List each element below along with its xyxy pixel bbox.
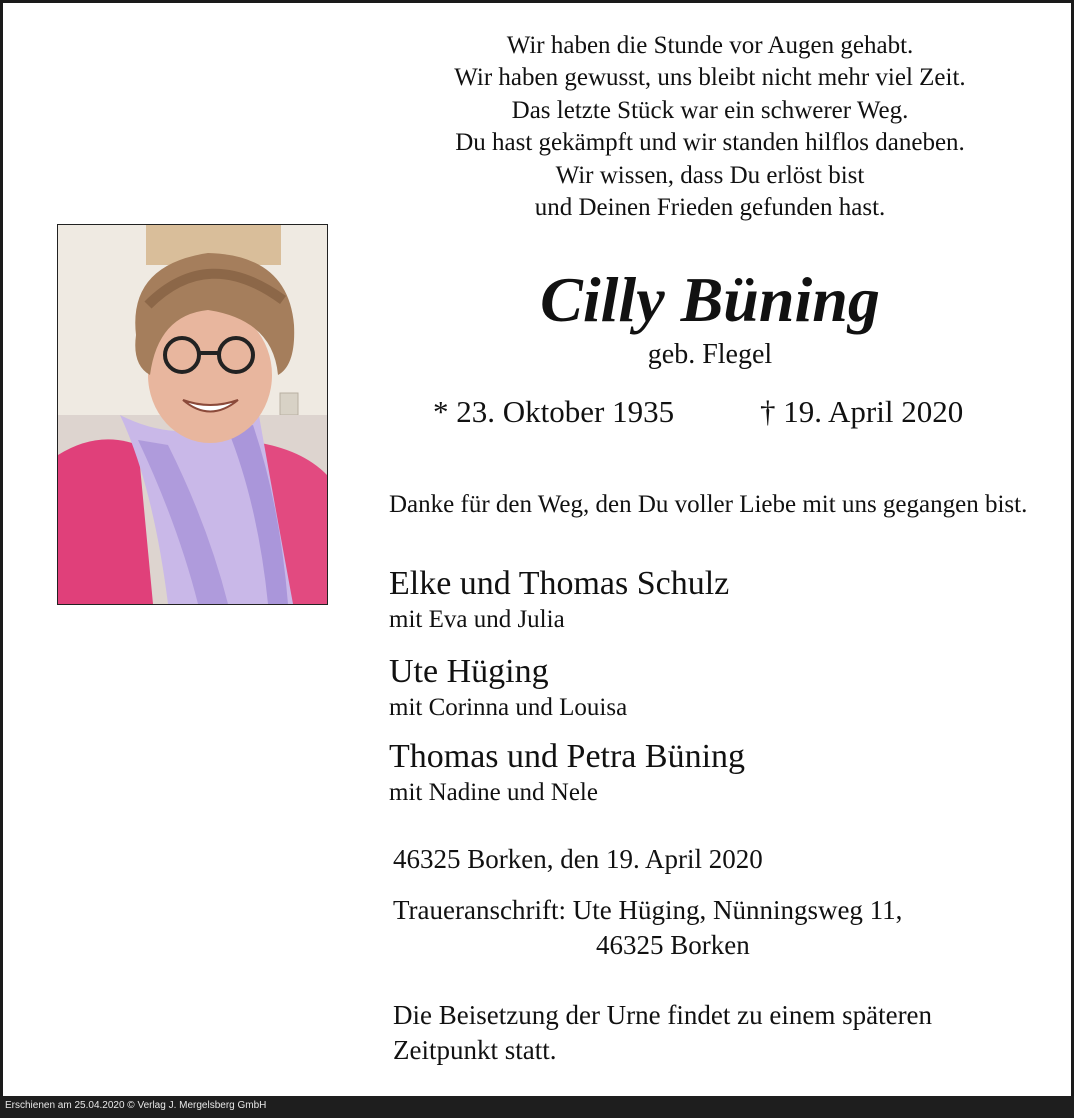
poem-line: Wir wissen, dass Du erlöst bist xyxy=(555,161,865,189)
family-members: mit Eva und Julia xyxy=(389,606,565,633)
poem-line: Das letzte Stück war ein schwerer Weg. xyxy=(511,96,909,124)
family-name: Elke und Thomas Schulz xyxy=(389,565,730,602)
family-name: Ute Hüging xyxy=(389,653,549,690)
poem-line: Wir haben gewusst, uns bleibt nicht mehr viel Zeit. xyxy=(454,64,966,92)
deceased-name: Cilly Büning xyxy=(540,264,880,335)
birth-date: * 23. Oktober 1935 xyxy=(433,394,675,429)
family-entry xyxy=(389,737,1039,809)
burial-note: Die Beisetzung der Urne findet zu einem späteren Zeitpunkt statt. xyxy=(393,1000,933,1065)
birth-name: geb. Flegel xyxy=(647,339,773,370)
place-date: 46325 Borken, den 19. April 2020 xyxy=(393,844,763,874)
publication-credit: Erschienen am 25.04.2020 © Verlag J. Mergelsberg GmbH xyxy=(5,1100,267,1111)
family-entry xyxy=(389,564,1039,636)
family-entry xyxy=(389,652,1039,724)
poem-line: Wir haben die Stunde vor Augen gehabt. xyxy=(506,32,914,59)
mourning-address: Traueranschrift: Ute Hüging, Nünningsweg 11, xyxy=(393,895,903,925)
thanks-text: Danke für den Weg, den Du voller Liebe mit uns gegangen bist. xyxy=(389,491,1028,518)
poem-line: und Deinen Frieden gefunden hast. xyxy=(534,194,886,222)
portrait-photo xyxy=(57,224,328,605)
family-members: mit Corinna und Louisa xyxy=(389,694,628,721)
mourning-address-city: 46325 Borken xyxy=(596,930,750,960)
poem-line: Du hast gekämpft und wir standen hilflos daneben. xyxy=(455,129,965,157)
footer-bar xyxy=(0,1096,1074,1118)
family-members: mit Nadine und Nele xyxy=(389,779,598,806)
death-date: † 19. April 2020 xyxy=(760,394,964,429)
family-name: Thomas und Petra Büning xyxy=(389,738,746,775)
poem xyxy=(400,30,1020,224)
